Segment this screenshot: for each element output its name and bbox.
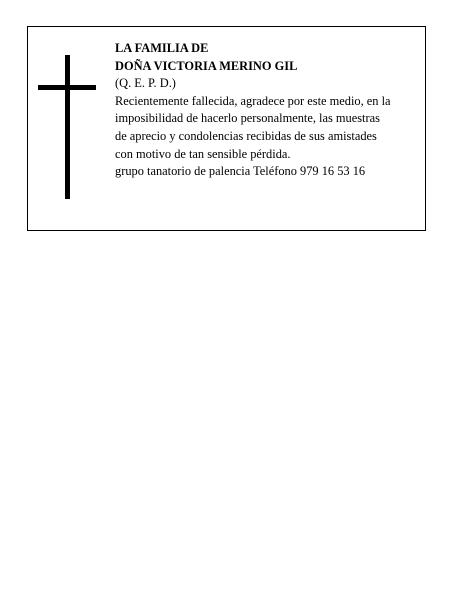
cross-horizontal-bar: [38, 85, 96, 90]
contact-line: grupo tanatorio de palencia Teléfono 979 16 53 16: [115, 164, 366, 179]
cross-vertical-bar: [65, 55, 70, 199]
body-line-1: Recientemente fallecida, agradece por este medio, en la: [115, 93, 391, 108]
obituary-notice: [27, 26, 426, 231]
notice-text: [115, 40, 423, 181]
cross-icon: [38, 55, 96, 199]
family-heading: LA FAMILIA DE: [115, 41, 209, 55]
body-line-4: con motivo de tan sensible pérdida.: [115, 146, 291, 161]
body-line-3: de aprecio y condolencias recibidas de sus amistades: [115, 128, 377, 143]
deceased-name: DOÑA VICTORIA MERINO GIL: [115, 58, 298, 73]
rip-abbreviation: (Q. E. P. D.): [115, 76, 176, 91]
body-line-2: imposibilidad de hacerlo personalmente, las muestras: [115, 111, 380, 126]
